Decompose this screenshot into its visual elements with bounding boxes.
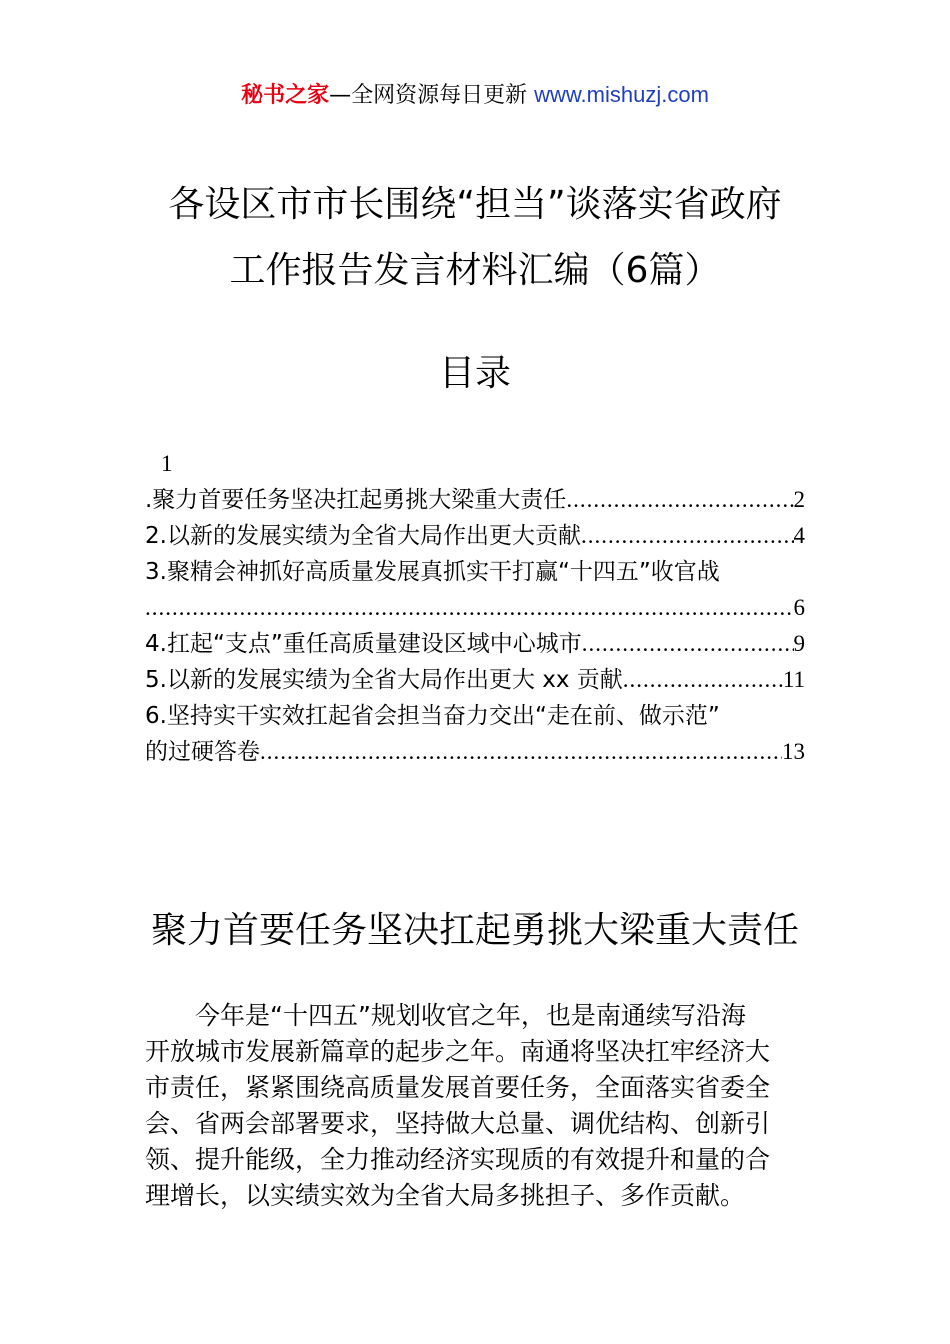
toc-entry-4-text: 4.扛起“支点”重任高质量建设区域中心城市 [145,631,582,657]
document-title [0,172,950,304]
toc-entry-2-text: 2.以新的发展实绩为全省大局作出更大贡献 [145,523,581,549]
toc-leader-dots [260,734,782,770]
toc-entry-1-number: 1 [161,451,173,476]
body-line: 今年是“十四五”规划收官之年，也是南通续写沿海 [145,1001,746,1030]
toc-entry-6-continuation[interactable] [145,734,805,770]
toc-entry-1-text: .聚力首要任务坚决扛起勇挑大梁重大责任 [145,487,567,513]
table-of-contents [145,446,805,770]
toc-entry-5[interactable] [145,662,805,698]
toc-leader-dots [582,626,794,662]
toc-entry-2-page: 4 [793,523,805,548]
banner-tagline: —全网资源每日更新 [329,83,535,108]
toc-leader-dots [145,590,794,626]
toc-entry-6-page: 13 [782,739,805,764]
toc-entry-3-page: 6 [793,595,805,620]
toc-entry-3[interactable] [145,554,805,590]
document-title-line-1: 各设区市市长围绕“担当”谈落实省政府 [168,184,782,225]
site-url-link[interactable]: www.mishuzj.com [534,82,709,107]
toc-entry-1[interactable] [145,482,805,518]
toc-entry-4-page: 9 [793,631,805,656]
toc-entry-1-page: 2 [793,487,805,512]
body-line: 会、省两会部署要求，坚持做大总量、调优结构、创新引 [145,1109,771,1138]
body-line: 市责任，紧紧围绕高质量发展首要任务，全面落实省委全 [145,1073,771,1102]
toc-heading: 目录 [438,353,511,394]
body-line: 理增长，以实绩实效为全省大局多挑担子、多作贡献。 [145,1181,746,1210]
toc-entry-3-text: 3.聚精会神抓好高质量发展真抓实干打赢“十四五”收官战 [145,559,720,585]
toc-entry-4[interactable] [145,626,805,662]
toc-entry-5-text: 5.以新的发展实绩为全省大局作出更大 xx 贡献 [145,667,623,693]
toc-leader-dots [566,482,793,518]
toc-entry-3-continuation[interactable] [145,590,805,626]
toc-entry-6-text-cont: 的过硬答卷 [145,739,260,765]
toc-leader-dots [623,662,783,698]
site-banner [0,80,950,111]
document-title-line-2: 工作报告发言材料汇编（6篇） [229,250,721,291]
toc-entry-6[interactable] [145,698,805,734]
toc-entry-6-text: 6.坚持实干实效扛起省会担当奋力交出“走在前、做示范” [145,703,720,729]
section-title: 聚力首要任务坚决扛起勇挑大梁重大责任 [150,910,799,951]
toc-entry-5-page: 11 [782,667,805,692]
toc-leader-dots [581,518,794,554]
brand-name: 秘书之家 [241,83,330,108]
body-line: 开放城市发展新篇章的起步之年。南通将坚决扛牢经济大 [145,1037,771,1066]
body-paragraph [145,998,807,1214]
body-line: 领、提升能级，全力推动经济实现质的有效提升和量的合 [145,1145,771,1174]
toc-entry-2[interactable] [145,518,805,554]
